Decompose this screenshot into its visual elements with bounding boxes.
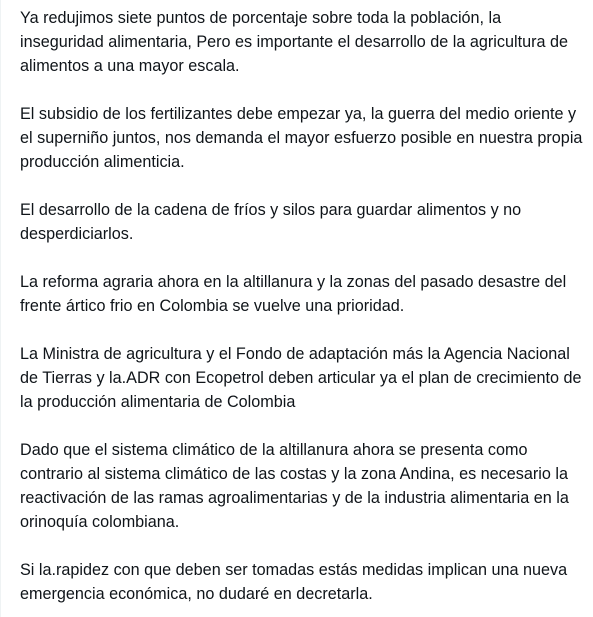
post-paragraph-3: El desarrollo de la cadena de fríos y silos para guardar alimentos y no desperdiciarlos.	[20, 201, 522, 243]
post-paragraph-5: La Ministra de agricultura y el Fondo de adaptación más la Agencia Nacional de Tierras y la.ADR con Ecopetrol deben articular ya el plan de crecimiento de la producción alimentaria de Colombia	[20, 345, 582, 411]
post-paragraph-4: La reforma agraria ahora en la altillanura y la zonas del pasado desastre del frente ártico frio en Colombia se vuelve una prioridad.	[20, 273, 567, 315]
post-paragraph-1: Ya redujimos siete puntos de porcentaje sobre toda la población, la inseguridad alimentaria, Pero es importante el desarrollo de la agricultura de alimentos a una mayor escala.	[20, 9, 568, 75]
post-paragraph-2: El subsidio de los fertilizantes debe empezar ya, la guerra del medio oriente y el superniño juntos, nos demanda el mayor esfuerzo posible en nuestra propia producción alimenticia.	[20, 105, 583, 171]
post-paragraph-6: Dado que el sistema climático de la altillanura ahora se presenta como contrario al sistema climático de las costas y la zona Andina, es necesario la reactivación de las ramas agroalimentarias y de la industria alimentaria en la orinoquía colombiana.	[20, 441, 569, 531]
post-left-border	[0, 0, 1, 617]
post-paragraph-7: Si la.rapidez con que deben ser tomadas estás medidas implican una nueva emergencia económica, no dudaré en decretarla.	[20, 561, 568, 603]
post-text-body	[20, 6, 586, 606]
